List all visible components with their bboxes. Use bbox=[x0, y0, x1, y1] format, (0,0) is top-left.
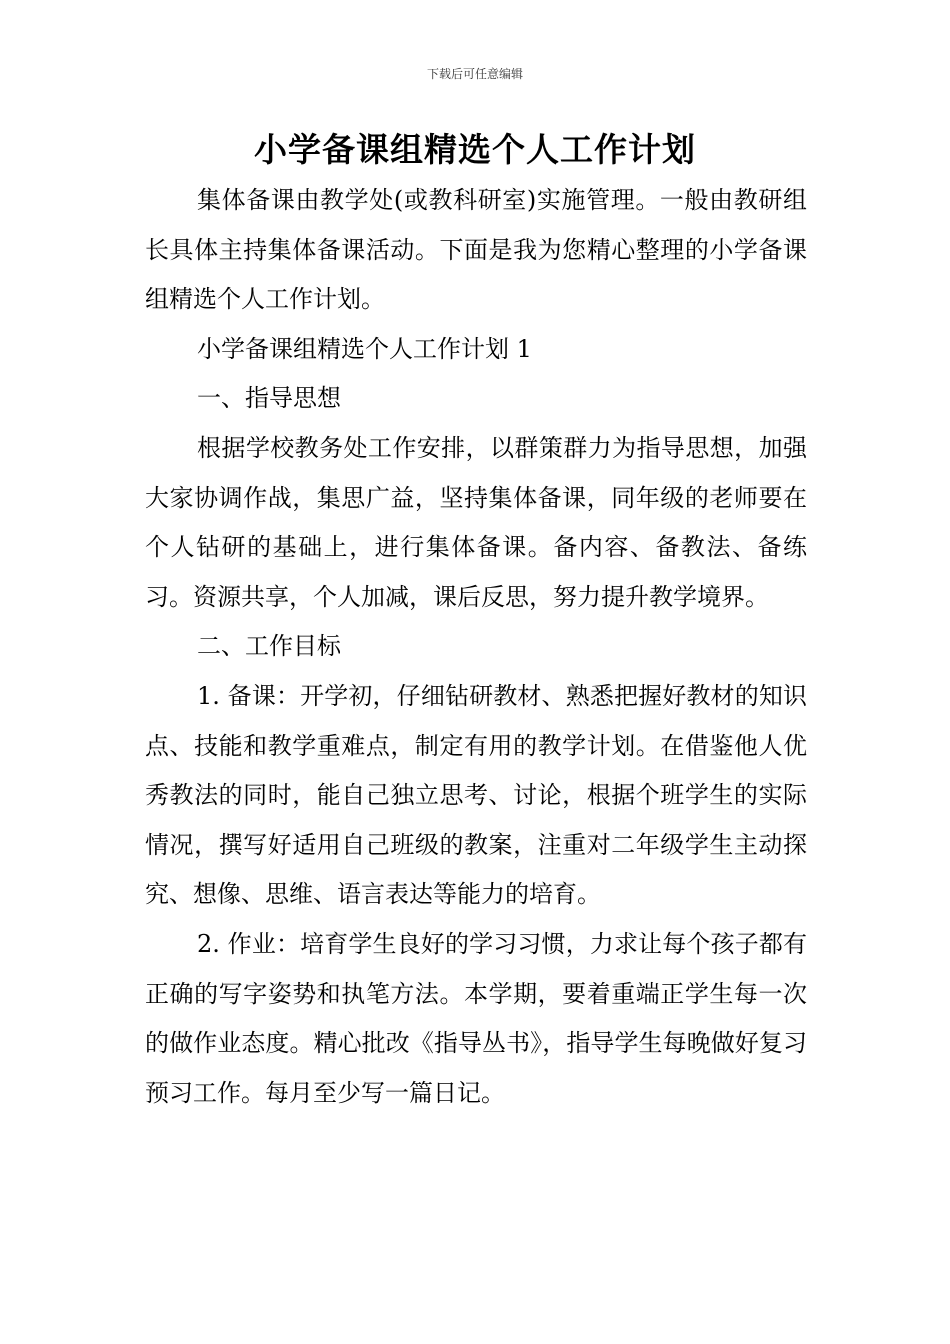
section-heading-guiding-idea: 一、指导思想 bbox=[197, 384, 341, 413]
plan-heading: 小学备课组精选个人工作计划 1 bbox=[197, 334, 532, 363]
document-body bbox=[145, 176, 807, 1118]
goal-lesson-prep-paragraph: 1. 备课：开学初，仔细钻研教材、熟悉把握好教材的知识点、技能和教学重难点，制定有用的教学计划。在借鉴他人优秀教法的同时，能自己独立思考、讨论，根据个班学生的实际情况，撰写好适用自己班级的教案，注重对二年级学生主动探究、想像、思维、语言表达等能力的培育。 bbox=[145, 681, 807, 909]
section-heading-work-goals: 二、工作目标 bbox=[197, 632, 341, 661]
goal-homework-paragraph: 2. 作业：培育学生良好的学习习惯，力求让每个孩子都有正确的写字姿势和执笔方法。本学期，要着重端正学生每一次的做作业态度。精心批改《指导丛书》，指导学生每晚做好复习预习工作。每月至少写一篇日记。 bbox=[145, 929, 807, 1107]
intro-paragraph: 集体备课由教学处(或教科研室)实施管理。一般由教研组长具体主持集体备课活动。下面是我为您精心整理的小学备课组精选个人工作计划。 bbox=[145, 186, 807, 314]
header-note: 下载后可任意编辑 bbox=[426, 67, 523, 81]
guiding-idea-paragraph: 根据学校教务处工作安排，以群策群力为指导思想，加强大家协调作战，集思广益，坚持集体备课，同年级的老师要在个人钻研的基础上，进行集体备课。备内容、备教法、备练习。资源共享，个人加减，课后反思，努力提升教学境界。 bbox=[145, 433, 807, 611]
document-title: 小学备课组精选个人工作计划 bbox=[254, 130, 696, 169]
